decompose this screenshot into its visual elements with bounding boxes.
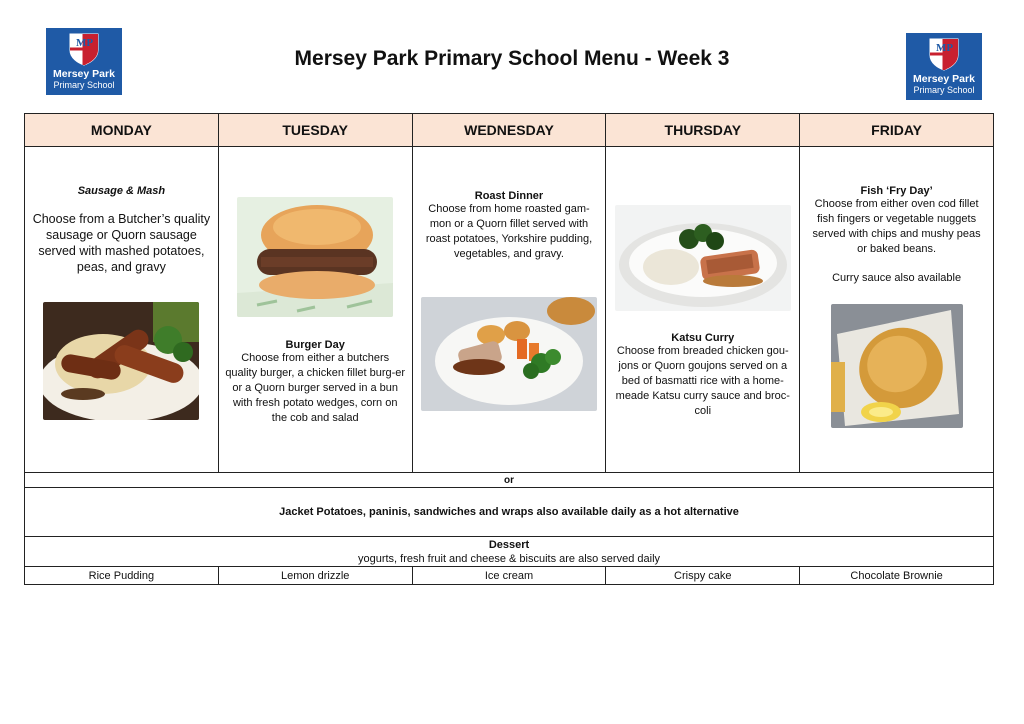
- katsu-curry-photo: [615, 205, 791, 311]
- dessert-item-thursday: Crispy cake: [606, 567, 800, 585]
- dessert-item-monday: Rice Pudding: [25, 567, 219, 585]
- day-header-thursday: THURSDAY: [606, 114, 800, 147]
- main-course-row: [25, 147, 994, 473]
- alternative-row: [25, 488, 994, 537]
- logo-name: Mersey Park: [913, 73, 975, 85]
- burger-photo: [237, 197, 393, 317]
- day-header-monday: MONDAY: [25, 114, 219, 147]
- logo-name: Mersey Park: [53, 68, 115, 80]
- day-header-wednesday: WEDNESDAY: [412, 114, 606, 147]
- or-row: [25, 473, 994, 488]
- tuesday-description: Choose from either a butchers quality burger, a chicken fillet burg-er or a Quorn burger served in a bun with fresh potato wedges, corn on the cob and salad: [225, 352, 406, 424]
- tuesday-dish-name: Burger Day: [285, 339, 345, 351]
- svg-text:MP: MP: [76, 37, 94, 49]
- menu-table: [24, 113, 994, 585]
- dessert-heading: Dessert: [488, 538, 530, 551]
- dessert-items-row: [25, 567, 994, 585]
- or-separator: or: [25, 473, 994, 488]
- dessert-info: [25, 537, 994, 567]
- day-header-tuesday: TUESDAY: [218, 114, 412, 147]
- day-header-row: [25, 114, 994, 147]
- tuesday-cell: [218, 147, 412, 473]
- friday-description: Choose from either oven cod fillet fish fingers or vegetable nuggets served with chips and mushy peas or baked beans.: [812, 198, 981, 255]
- monday-description: Choose from a Butcher’s quality sausage or Quorn sausage served with mashed potatoes, peas, and gravy: [32, 212, 211, 274]
- friday-dish-name: Fish ‘Fry Day’: [860, 185, 933, 197]
- roast-dinner-photo: [421, 297, 597, 411]
- dessert-item-friday: Chocolate Brownie: [800, 567, 994, 585]
- monday-cell: [25, 147, 219, 473]
- wednesday-description: Choose from home roasted gam-mon or a Quorn fillet served with roast potatoes, Yorkshire pudding, vegetables, and gravy.: [425, 203, 593, 260]
- logo-subtitle: Primary School: [53, 80, 115, 90]
- friday-extra-note: Curry sauce also available: [832, 272, 962, 284]
- page-title: Mersey Park Primary School Menu - Week 3: [294, 47, 730, 70]
- logo-subtitle: Primary School: [913, 85, 975, 95]
- friday-cell: [800, 147, 994, 473]
- thursday-dish-name: Katsu Curry: [671, 332, 735, 344]
- thursday-cell: [606, 147, 800, 473]
- dessert-row: [25, 537, 994, 567]
- fish-and-chips-photo: [831, 304, 963, 428]
- wednesday-dish-name: Roast Dinner: [474, 190, 544, 202]
- sausage-mash-photo: [43, 302, 199, 420]
- dessert-item-wednesday: Ice cream: [412, 567, 606, 585]
- thursday-description: Choose from breaded chicken gou-jons or Quorn goujons served on a bed of basmatti rice with a home-meade Katsu curry sauce and broc-coli: [615, 345, 790, 417]
- dessert-item-tuesday: Lemon drizzle: [218, 567, 412, 585]
- hot-alternative-note: Jacket Potatoes, paninis, sandwiches and wraps also available daily as a hot alternative: [25, 488, 994, 537]
- monday-dish-name: Sausage & Mash: [77, 185, 166, 197]
- day-header-friday: FRIDAY: [800, 114, 994, 147]
- svg-text:MP: MP: [936, 42, 954, 54]
- dessert-note: yogurts, fresh fruit and cheese & biscuits are also served daily: [357, 552, 661, 565]
- wednesday-cell: [412, 147, 606, 473]
